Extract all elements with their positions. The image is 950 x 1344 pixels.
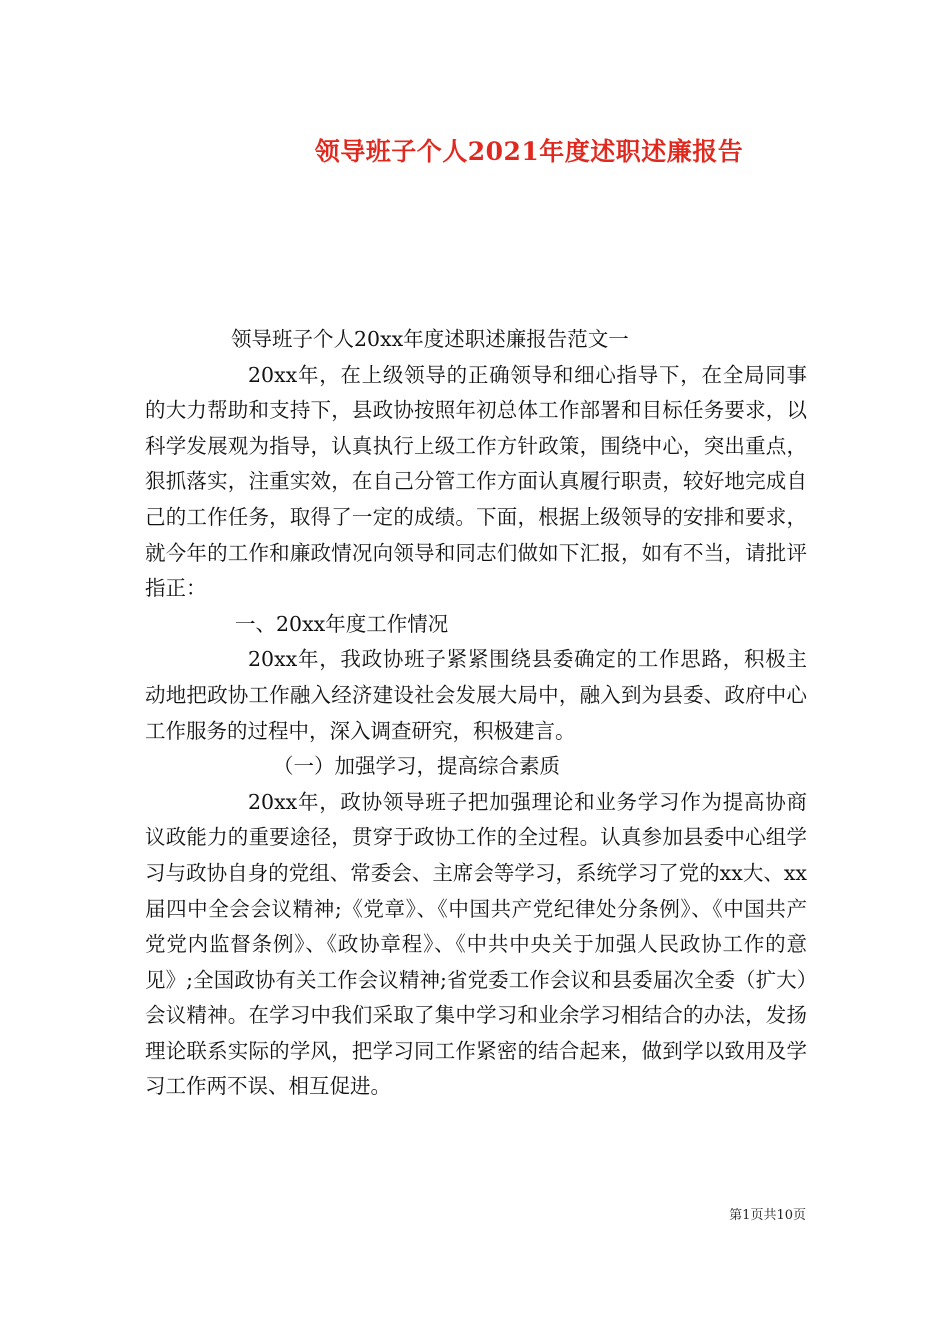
subsection-heading: （一）加强学习，提高综合素质	[273, 754, 560, 779]
intro-paragraph: 20xx年，在上级领导的正确领导和细心指导下，在全局同事的大力帮助和支持下，县政协按照年初总体工作部署和目标任务要求，以科学发展观为指导，认真执行上级工作方针政策，围绕中心，突出重点，狠抓落实，注重实效，在自己分管工作方面认真履行职责，较好地完成自己的工作任务，取得了一定的成绩。下面，根据上级领导的安排和要求，就今年的工作和廉政情况向领导和同志们做如下汇报，如有不当，请批评指正：	[145, 362, 807, 601]
subtitle-heading: 领导班子个人20xx年度述职述廉报告范文一	[231, 327, 629, 351]
document-body	[145, 322, 807, 1105]
subsection-paragraph: 20xx年，政协领导班子把加强理论和业务学习作为提高协商议政能力的重要途径，贯穿于政协工作的全过程。认真参加县委中心组学习与政协自身的党组、常委会、主席会等学习，系统学习了党的xx大、xx届四中全会会议精神;《党章》、《中国共产党纪律处分条例》、《中国共产党党内监督条例》、《政协章程》、《中共中央关于加强人民政协工作的意见》;全国政协有关工作会议精神;省党委工作会议和县委届次全委（扩大）会议精神。在学习中我们采取了集中学习和业余学习相结合的办法，发扬理论联系实际的学风，把学习同工作紧密的结合起来，做到学以致用及学习工作两不误、相互促进。	[145, 789, 807, 1099]
section-paragraph: 20xx年，我政协班子紧紧围绕县委确定的工作思路，积极主动地把政协工作融入经济建设社会发展大局中，融入到为县委、政府中心工作服务的过程中，深入调查研究，积极建言。	[145, 647, 807, 743]
section-heading: 一、20xx年度工作情况	[235, 611, 449, 636]
page-number: 第1页共10页	[729, 1208, 806, 1223]
document-title: 领导班子个人2021年度述职述廉报告	[314, 137, 744, 166]
